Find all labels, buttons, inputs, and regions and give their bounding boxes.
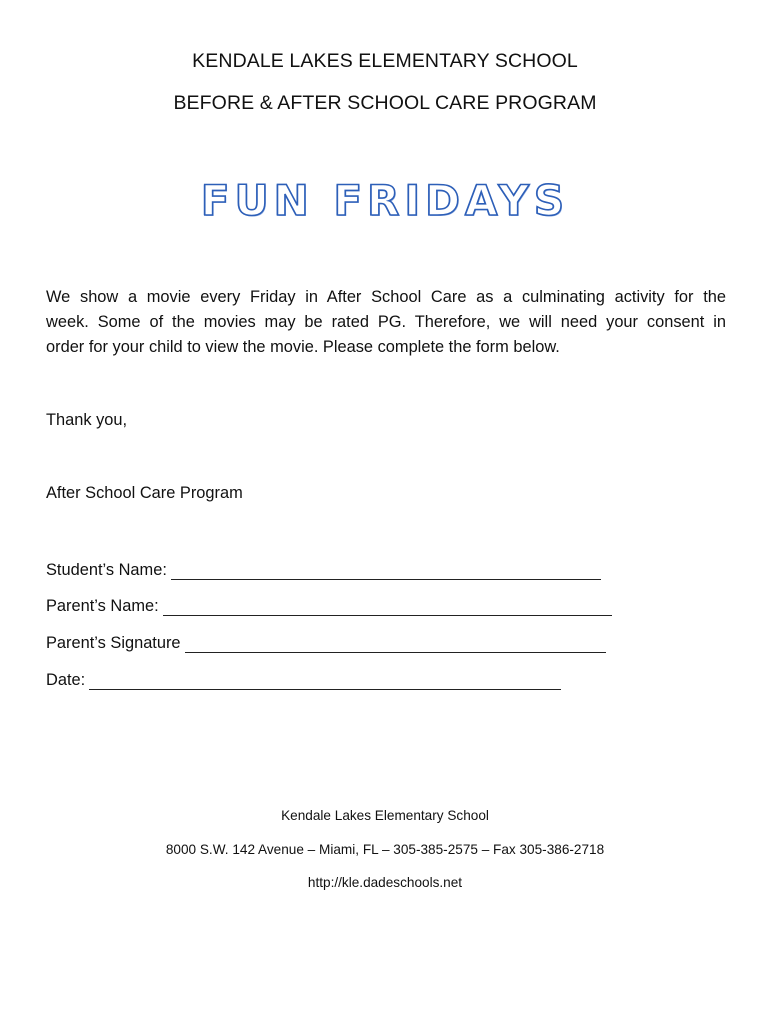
consent-paragraph [46, 285, 726, 360]
date-field[interactable] [89, 671, 561, 690]
closing-text: Thank you, [46, 411, 128, 429]
student-name-field[interactable] [171, 561, 601, 580]
program-name-heading: BEFORE & AFTER SCHOOL CARE PROGRAM [173, 92, 597, 114]
date-row [46, 666, 561, 690]
sender-signature: After School Care Program [46, 484, 243, 502]
parent-name-label: Parent’s Name: [46, 597, 159, 615]
date-label: Date: [46, 671, 86, 689]
paragraph-line: We show a movie every Friday in After School Care as a culminating activity for the [46, 288, 726, 306]
footer-website-link[interactable]: http://kle.dadeschools.net [307, 875, 463, 890]
paragraph-line: week. Some of the movies may be rated PG. Therefore, we will need your consent in [46, 313, 726, 331]
parent-signature-field[interactable] [185, 634, 606, 653]
student-name-row [46, 556, 601, 580]
parent-signature-row [46, 629, 606, 653]
student-name-label: Student’s Name: [46, 561, 167, 579]
footer-school-name: Kendale Lakes Elementary School [281, 808, 489, 823]
parent-name-row [46, 592, 612, 616]
fun-fridays-banner: FUN FRIDAYS [200, 176, 570, 225]
paragraph-line: order for your child to view the movie. Please complete the form below. [46, 338, 560, 356]
school-name-heading: KENDALE LAKES ELEMENTARY SCHOOL [192, 50, 578, 72]
footer-address: 8000 S.W. 142 Avenue – Miami, FL – 305-385-2575 – Fax 305-386-2718 [165, 842, 605, 857]
parent-name-field[interactable] [163, 597, 612, 616]
parent-signature-label: Parent’s Signature [46, 634, 181, 652]
